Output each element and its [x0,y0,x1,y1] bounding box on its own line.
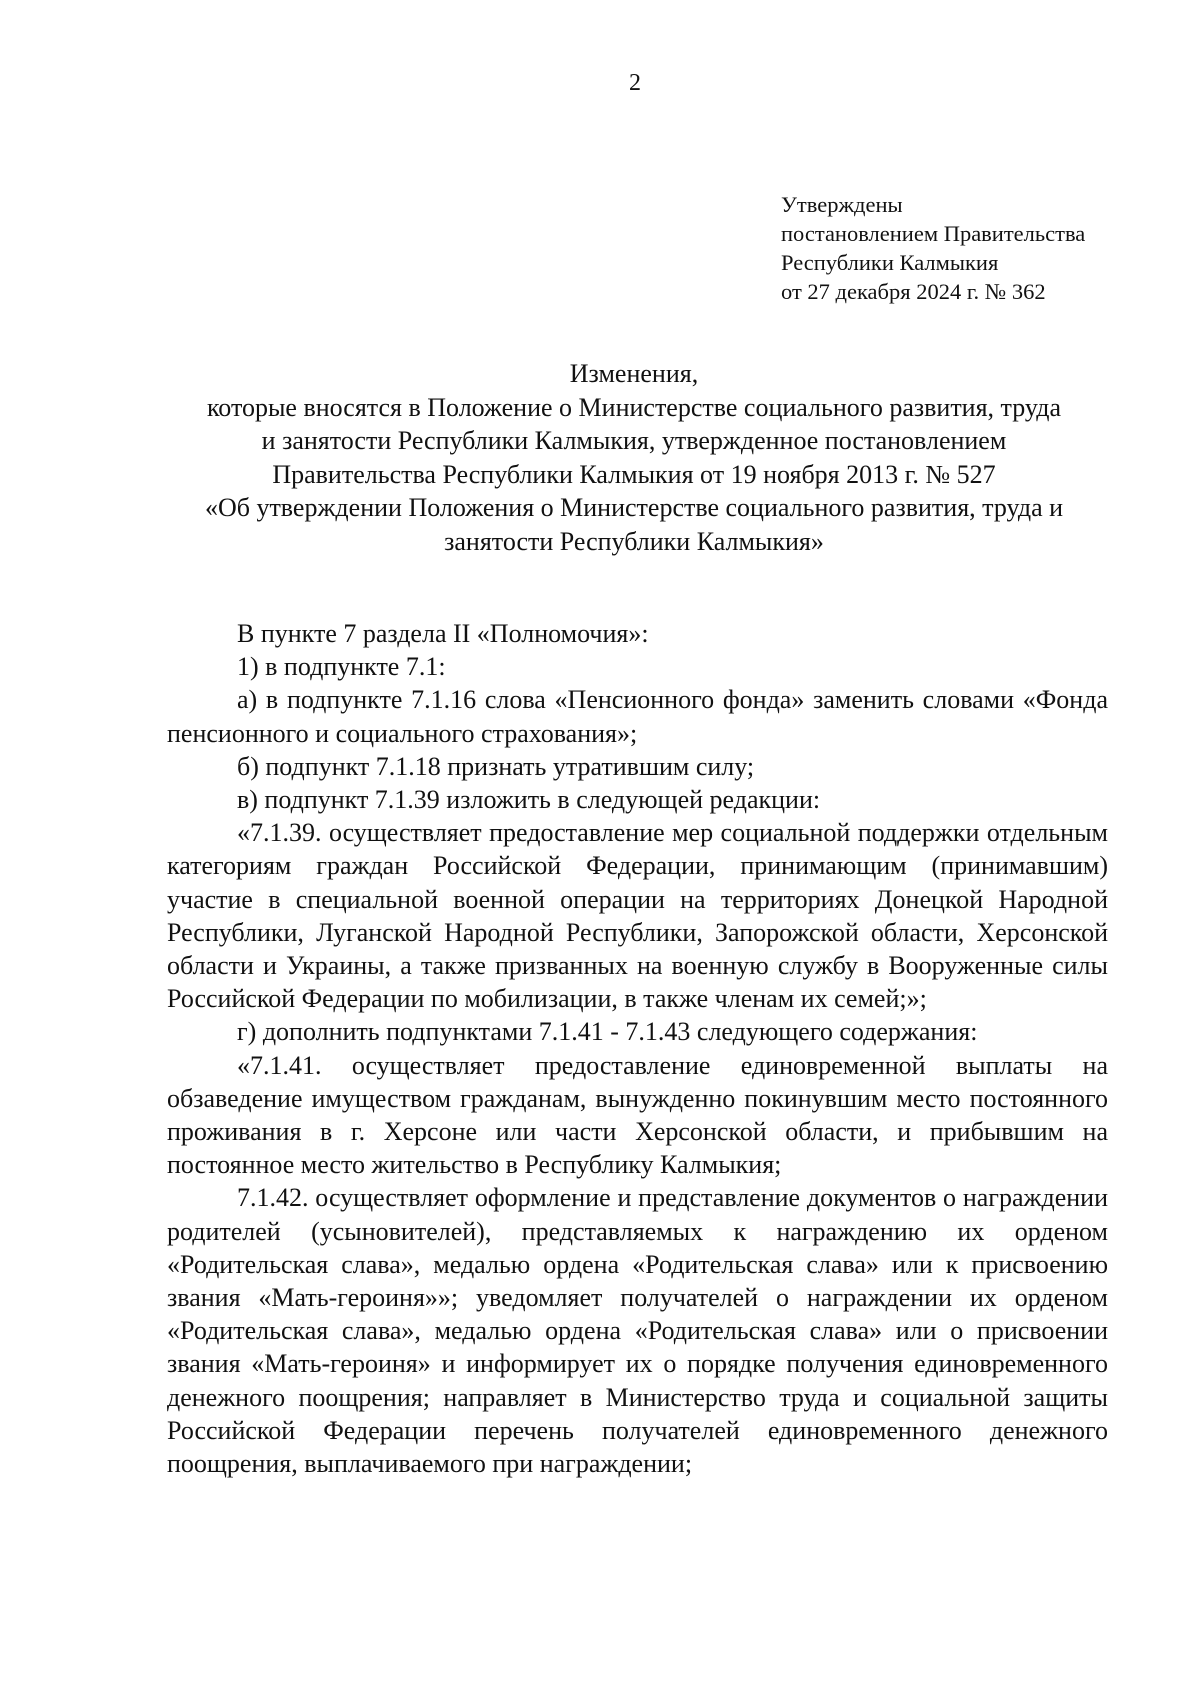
approval-line: Республики Калмыкия [781,250,999,275]
document-title [160,357,1108,558]
title-line: и занятости Республики Калмыкия, утвержденное постановлением [261,426,1007,455]
body-paragraph: 1) в подпункте 7.1: [237,652,446,682]
body-paragraph: В пункте 7 раздела II «Полномочия»: [237,619,649,648]
page-number: 2 [629,70,641,96]
document-body [167,617,1108,1480]
title-line: «Об утверждении Положения о Министерстве социального развития, труда и [204,493,1064,522]
title-line: занятости Республики Калмыкия» [444,526,824,556]
body-paragraph: 7.1.42. осуществляет оформление и представление документов о награждении родителей (усыновителей), представляемых к награждению их орденом «Родительская слава», медалью ордена «Родительская слава» или к присвоению звания «Мать-героиня»»; уведомляет получателей о награждении их орденом «Родительская слава», медалью ордена «Родительская слава» или о присвоении звания «Мать-героиня» и информирует их о порядке получения единовременного денежного поощрения; направляет в Министерство труда и социальной защиты Российской Федерации перечень получателей единовременного денежного поощрения, выплачиваемого при награждении; [167,1183,1108,1479]
body-paragraph: г) дополнить подпунктами 7.1.41 - 7.1.43 следующего содержания: [237,1017,978,1047]
body-paragraph: б) подпункт 7.1.18 признать утратившим силу; [237,751,755,781]
title-line: Правительства Республики Калмыкия от 19 ноября 2013 г. № 527 [272,459,996,489]
body-paragraph: а) в подпункте 7.1.16 слова «Пенсионного фонда» заменить словами «Фонда пенсионного и социального страхования»; [167,685,1108,748]
approval-line: постановлением Правительства [781,221,1086,246]
body-paragraph: в) подпункт 7.1.39 изложить в следующей редакции: [237,785,821,815]
body-paragraph: «7.1.39. осуществляет предоставление мер социальной поддержки отдельным категориям граждан Российской Федерации, принимающим (принимавшим) участие в специальной военной операции на территориях Донецкой Народной Республики, Луганской Народной Республики, Запорожской области, Херсонской области и Украины, а также призванных на военную службу в Вооруженные силы Российской Федерации по мобилизации, в также членам их семей;»; [167,818,1108,1014]
approval-line: Утверждены [781,192,903,217]
title-line: Изменения, [569,359,699,388]
body-paragraph: «7.1.41. осуществляет предоставление единовременной выплаты на обзаведение имуществом гражданам, вынужденно покинувшим место постоянного проживания в г. Херсоне или части Херсонской области, и прибывшим на постоянное место жительство в Республику Калмыкия; [167,1050,1108,1180]
approval-line: от 27 декабря 2024 г. № 362 [781,279,1046,304]
title-line: которые вносятся в Положение о Министерстве социального развития, труда [206,392,1062,422]
approval-block [781,190,1085,306]
